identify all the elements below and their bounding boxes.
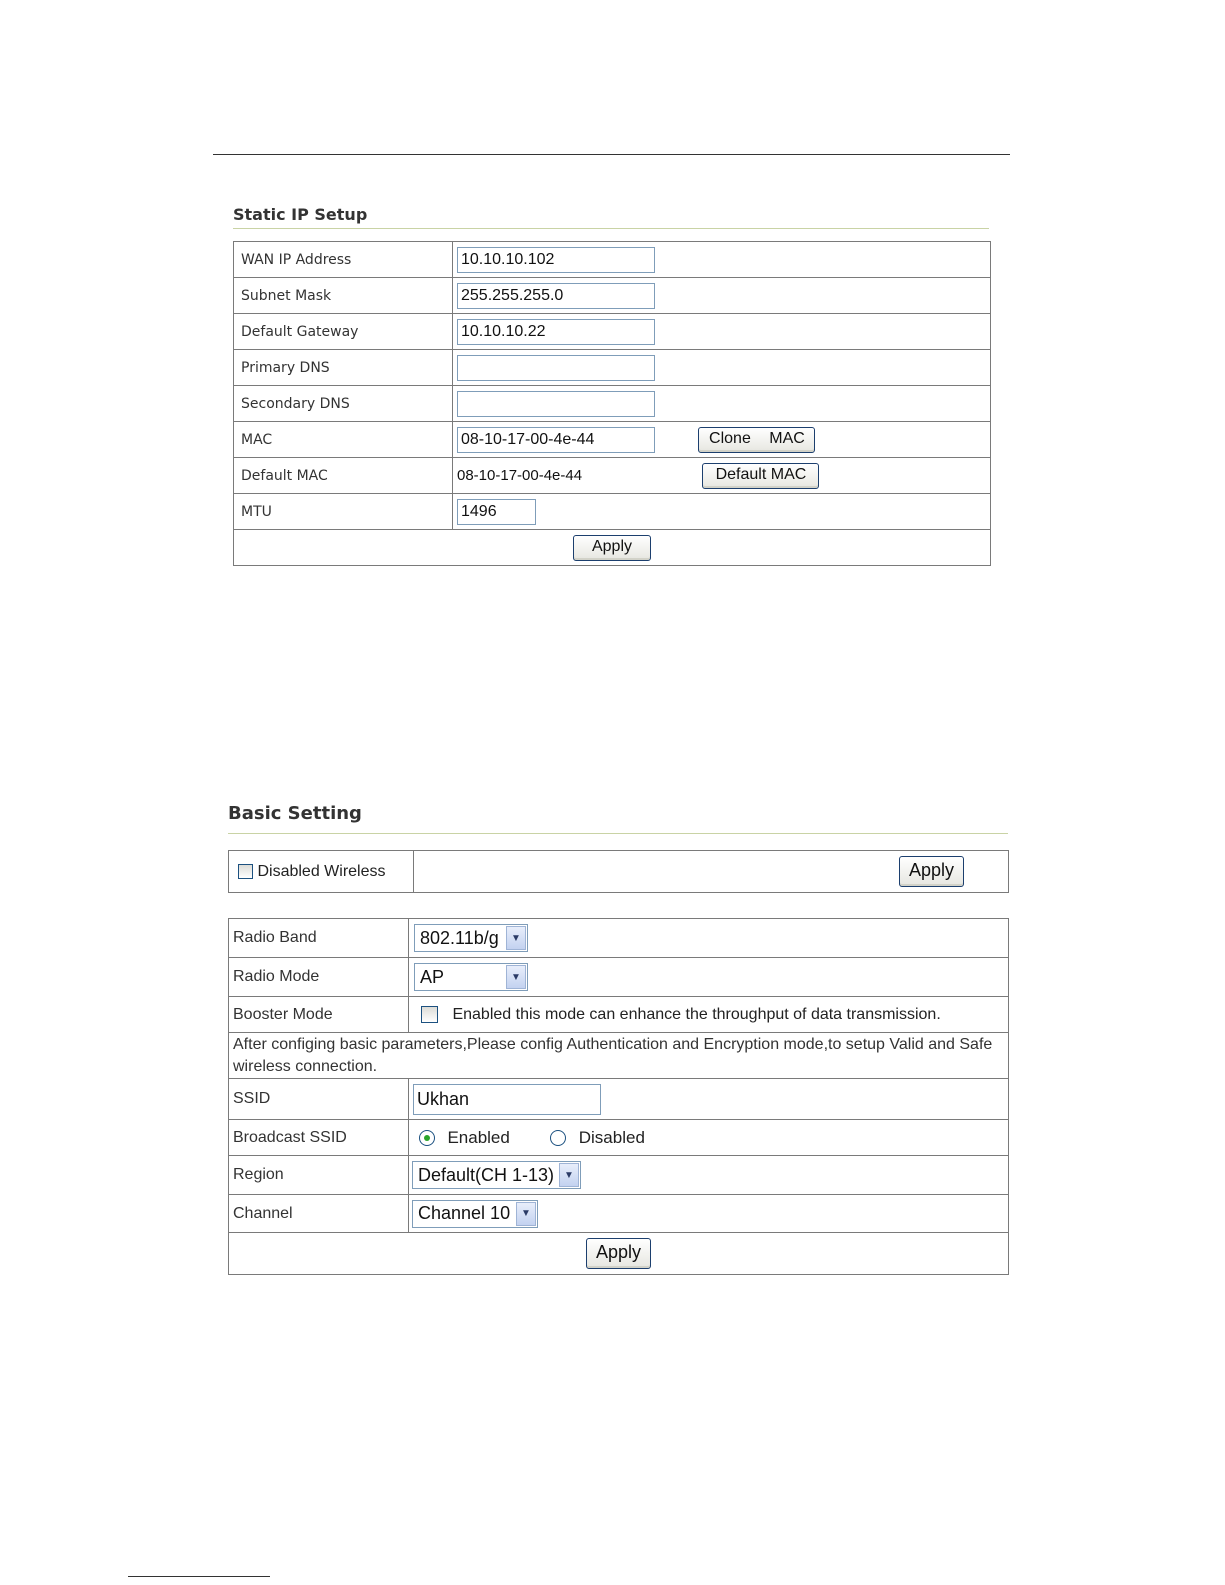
table-row [229,997,1009,1033]
radio-mode-label: Radio Mode [229,958,409,997]
radio-band-select[interactable] [414,924,528,952]
wan-ip-input[interactable]: 10.10.10.102 [457,247,655,273]
broadcast-ssid-label: Broadcast SSID [229,1120,409,1156]
table-row [234,458,991,494]
chevron-down-icon: ▼ [506,926,526,950]
default-mac-button[interactable]: Default MAC [702,463,819,489]
broadcast-enabled-label: Enabled [447,1127,510,1147]
basic-setting-apply-button[interactable]: Apply [586,1238,651,1269]
ssid-input[interactable]: Ukhan [413,1084,601,1115]
static-ip-title: Static IP Setup [233,205,368,224]
channel-value: Channel 10 [418,1203,511,1223]
table-row [229,1079,1009,1120]
disabled-wireless-checkbox[interactable] [238,864,253,879]
disabled-wireless-label: Disabled Wireless [257,862,386,880]
default-mac-value: 08-10-17-00-4e-44 [457,467,583,484]
mtu-input[interactable]: 1496 [457,499,536,525]
radio-mode-select[interactable] [414,963,528,991]
table-row [234,314,991,350]
table-row [234,242,991,278]
chevron-down-icon: ▼ [506,965,526,989]
disabled-wireless-apply-button[interactable]: Apply [899,856,964,887]
channel-label: Channel [229,1195,409,1233]
table-row [229,919,1009,958]
static-ip-table [233,241,991,566]
basic-setting-title: Basic Setting [228,803,362,824]
table-row [234,386,991,422]
table-row [229,1120,1009,1156]
table-row [234,530,991,566]
radio-band-label: Radio Band [229,919,409,958]
booster-mode-text: Enabled this mode can enhance the throughput of data transmission. [452,1005,941,1023]
broadcast-disabled-label: Disabled [578,1127,645,1147]
table-row [229,851,1009,893]
mac-input[interactable]: 08-10-17-00-4e-44 [457,427,655,453]
region-value: Default(CH 1-13) [418,1164,555,1185]
region-select[interactable] [412,1161,581,1189]
default-gateway-input[interactable]: 10.10.10.22 [457,319,655,345]
wan-ip-label: WAN IP Address [234,242,453,278]
basic-setting-title-underline [228,833,1008,834]
clone-mac-button[interactable]: Clone MAC [698,427,815,453]
static-ip-apply-button[interactable]: Apply [573,535,651,561]
subnet-mask-input[interactable]: 255.255.255.0 [457,283,655,309]
secondary-dns-input[interactable] [457,391,655,417]
footnote-rule [128,1576,270,1577]
chevron-down-icon: ▼ [516,1202,536,1226]
wireless-settings-table [228,918,1009,1275]
radio-band-value: 802.11b/g [420,927,499,948]
radio-mode-value: AP [420,966,445,987]
subnet-mask-label: Subnet Mask [234,278,453,314]
booster-mode-checkbox[interactable] [421,1006,438,1023]
booster-mode-label: Booster Mode [229,997,409,1033]
secondary-dns-label: Secondary DNS [234,386,453,422]
table-row [234,422,991,458]
table-row [229,1233,1009,1275]
static-ip-title-underline [233,228,989,229]
channel-select[interactable] [412,1200,538,1228]
disabled-wireless-table [228,850,1009,893]
table-row [229,1033,1009,1079]
mtu-label: MTU [234,494,453,530]
broadcast-disabled-radio[interactable] [550,1130,566,1146]
basic-setting-notice: After configing basic parameters,Please config Authentication and Encryption mode,to setup Valid and Safe wireless connection. [229,1033,1009,1079]
default-mac-label: Default MAC [234,458,453,494]
ssid-label: SSID [229,1079,409,1120]
primary-dns-label: Primary DNS [234,350,453,386]
region-label: Region [229,1156,409,1195]
table-row [229,958,1009,997]
primary-dns-input[interactable] [457,355,655,381]
table-row [234,494,991,530]
chevron-down-icon: ▼ [559,1163,579,1187]
default-gateway-label: Default Gateway [234,314,453,350]
table-row [234,350,991,386]
header-rule [213,154,1010,155]
table-row [229,1195,1009,1233]
table-row [229,1156,1009,1195]
broadcast-enabled-radio[interactable] [419,1130,435,1146]
mac-label: MAC [234,422,453,458]
table-row [234,278,991,314]
